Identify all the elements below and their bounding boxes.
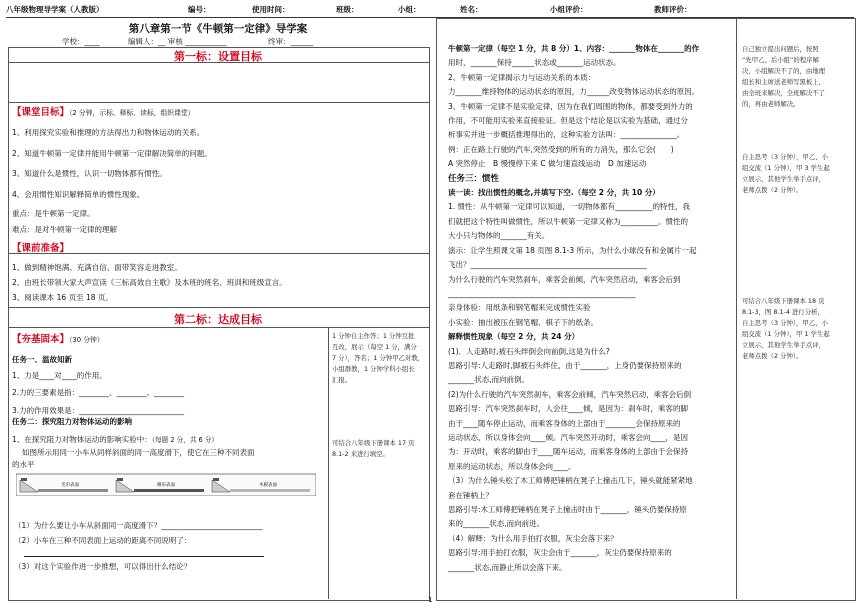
q3: 3.力的作用效果是：____________________________	[12, 406, 185, 415]
q4-line-3: 的水平	[12, 460, 35, 469]
task-2-title: 任务二：探究阻力对物体运动的影响	[12, 417, 132, 426]
meta-editor: 编辑人：__ 审核 ___________	[128, 37, 227, 46]
middle-content	[448, 42, 699, 575]
note-line: 自主思考（3 分钟），甲乙、小	[742, 319, 828, 327]
explain-a2-2: 由于____随车停止运动，而乘客身体的上部由于________会保持原来的	[448, 418, 681, 428]
left-note-1	[332, 331, 424, 386]
explain-q1: (1)．人走路时,被石头绊倒会向前倒,这是为什么?	[448, 346, 610, 356]
explain-q4: （4）解释：为什么用手拍打衣服，灰尘会落下来？	[448, 533, 618, 543]
explain-a3-1: 思路引导:木工师傅把锤柄在凳子上撞击时由于_______，锤头仍要保持原	[448, 505, 687, 514]
towel-surface	[38, 489, 108, 492]
rule	[8, 102, 429, 103]
meta-school: 学校：____	[62, 37, 100, 46]
explain-a2-1: 思路引导：汽车突然刹车时，人会往____倾，是因为：刹车时，乘客的脚	[448, 404, 688, 414]
explain-title: 解释惯性现象（每空 2 分，共 24 分）	[448, 332, 580, 342]
goal-4: 4、会用惯性知识解释简单的惯性现象。	[12, 190, 145, 199]
task-3-title: 任务三：惯性	[448, 173, 500, 184]
sub-question-2: （2）小车在三种不同表面上运动的距离不同说明了：	[14, 536, 192, 545]
explain-a2-3: 运动状态，所以身体会向____倾。汽车突然开动时，乘客会向____，是因	[448, 432, 688, 442]
prep-heading: 【课前准备】	[12, 243, 70, 254]
newton-law-line-1: 牛顿第一定律（每空 1 分，共 8 分）1、内容：_______物体在_______的作	[448, 44, 700, 53]
demo-line-1: 演示：让学生照课文第 18 页图 8.1-3 所示，为什么小球没有和金属片一起	[448, 245, 697, 255]
note-line: 的，再由老师解决。	[742, 100, 800, 108]
base-note: （30 分钟）	[69, 336, 104, 344]
surface-label-2: 棉布表面	[157, 483, 175, 488]
goals-head	[12, 104, 194, 119]
doc-meta	[8, 36, 428, 47]
note-line: 可结合八年级下册课本 17 页	[332, 439, 415, 447]
note-line: 自己独立提出问题后，按照	[742, 45, 819, 53]
mini-experiment: 小实验：抽出被压在钢笔帽、棋子下的纸条。	[448, 317, 598, 327]
answer-line	[24, 556, 264, 557]
side-note-2	[742, 152, 830, 196]
surface-label-1: 毛巾表面	[61, 483, 79, 488]
cart-2	[117, 478, 123, 481]
note-line: 组交流（1 分钟），甲 3 学生起	[742, 164, 830, 172]
demo-line-3: 为什么行驶的汽车突然刹车，乘客会前倾，汽车突然启动，乘客会后到	[448, 274, 681, 284]
sub-question-3: （3）对这个实验作进一步推想，可以得出什么结论？	[14, 562, 192, 571]
demo-line-4: __________________________________________________	[448, 288, 636, 298]
example-question: 例：正在路上行驶的汽车,突然受到的所有的力消失，那么它会( )	[448, 144, 674, 154]
explain-a4-1: 思路引导:用手拍打衣服，灰尘会由于_______，灰尘仍要保持原来的	[448, 548, 672, 558]
newton-law-line-5: 3、牛顿第一定律不是实验定律，因为在我们周围的物体，都要受到外力的	[448, 101, 693, 111]
sub-question-1: （1）为什么要让小车从斜面同一高度滑下？___________________________	[14, 521, 263, 530]
note-line: 决，小组解决不了的，由地理	[742, 67, 826, 75]
note-line: 可结合八年级下册课本 18 页	[742, 297, 825, 305]
goal-2: 2、知道牛顿第一定律并能用牛顿第一定律解决简单的问题。	[12, 149, 212, 158]
surface-label-3: 木板表面	[259, 483, 277, 488]
q4-line-2: 如图所示用同一小车从同样斜面的同一高度滑下，使它在三种不同表面	[22, 448, 255, 457]
header-class: 班级：	[336, 5, 359, 14]
doc-title: 第八章第一节《牛顿第一定律》导学案	[128, 23, 308, 35]
note-line: 老师点拨（2 分钟）。	[742, 352, 803, 360]
note-divider	[328, 327, 329, 599]
header-teacher-eval: 教师评价：	[654, 5, 692, 14]
read-instruction: 读一读：找出惯性的概念,并填写下空.（每空 2 分，共 10 分）	[448, 188, 660, 198]
cart-3	[213, 478, 219, 481]
header-grade: 八年级物理导学案（人教版）	[6, 5, 104, 14]
section-2-title: 第二标：达成目标	[174, 313, 262, 326]
header-group: 小组：	[398, 5, 421, 14]
base-head	[12, 331, 104, 346]
cloth-surface	[134, 489, 204, 492]
newton-law-line-3: 2、牛顿第一定律揭示力与运动关系的本质：	[448, 72, 596, 82]
left-note-2	[332, 438, 415, 460]
note-line: 8.1-3，图 8.1-4 进行分析，	[742, 308, 824, 316]
note-line: 立展示，其他学生举手点评，	[742, 341, 826, 349]
note-line: 汇报。	[332, 376, 352, 384]
newton-law-line-6: 作用，不可能用实验来直接验证。但是这个结论是以实验为基础，通过分	[448, 116, 688, 126]
side-note-3	[742, 296, 830, 362]
inertia-line-3: 大小只与物体的_______有关。	[448, 231, 550, 241]
side-divider	[736, 18, 737, 599]
note-line: 老师点拨（2 分钟）。	[742, 186, 803, 194]
demo-line-2: 飞出？_______________________________________________	[448, 260, 647, 270]
note-line: 组长和主席送老师写黑板上，	[742, 78, 826, 86]
note-line: 8.1-2 来进行填空。	[332, 450, 389, 458]
goals-note: （2 分钟，示标、释标、读标，组织课堂）	[69, 109, 195, 117]
note-line: 小组群教，1 分钟学科小组长	[332, 365, 415, 373]
q4	[12, 434, 218, 446]
explain-q2: (2)为什么行驶的汽车突然刹车，乘客会前倾，汽车突然启动，乘客会后倒	[448, 389, 692, 399]
wood-surface	[230, 489, 310, 492]
explain-a4-2: _______状态,而静止所以会落下来。	[448, 562, 567, 572]
inertia-line-1: 1. 惯性：从牛顿第一定律可以知道，一切物体都有__________的特性，我	[448, 202, 691, 212]
page-header	[6, 4, 854, 16]
meta-term: 终审：______	[268, 37, 313, 46]
newton-law-line-2: 用时，_______保持______状态或_______运动状态。	[448, 58, 621, 68]
newton-law-line-7: 析事实并进一步概括推理得出的，这种实验方法叫：_______________。	[448, 130, 685, 140]
key-point: 重点：是牛顿第一定律。	[12, 209, 95, 218]
header-group-eval: 小组评价：	[550, 5, 588, 14]
goal-1: 1、利用探究实验和推理的方法得出力和物体运动的关系。	[12, 128, 205, 137]
note-line: 7 分），答名；1 分钟甲乙对教，	[332, 354, 425, 362]
note-line: 自主思考（3 分钟），甲乙、小	[742, 153, 828, 161]
goals-heading: 【课堂目标】	[12, 107, 70, 118]
cart-1	[21, 478, 27, 481]
experience-line: 亲身体验：用纸条和钢笔帽来完成惯性实验	[448, 303, 591, 313]
side-note-1	[742, 44, 825, 110]
inertia-line-2: 们就把这个特性叫做惯性，所以牛顿第一定律又称为__________。惯性的	[448, 216, 688, 226]
prep-2: 2、由班长带领大家大声宣读《三标高效自主歌》及本班的班名、班训和班级宣言。	[12, 278, 287, 287]
note-line: 由全班来解决，全班解决不了	[742, 89, 826, 97]
task-1-title: 任务一、温故知新	[12, 355, 72, 364]
note-line: 立展示，其他学生举手点评，	[742, 175, 826, 183]
example-options: A 突然停止 B 慢慢停下来 C 做匀速直线运动 D 加速运动	[448, 159, 647, 169]
newton-law-line-4: 力_______维持物体的运动状态的原因，力______改变物体运动状态的原因。	[448, 87, 700, 97]
explain-a2-5: 原来的运动状态，所以身体会向____。	[448, 461, 576, 471]
note-line: 互改，展示（每空 1 分，满分	[332, 343, 417, 351]
q2: 2.力的三要素是指：________、________、________	[12, 388, 185, 397]
header-name: 姓名：	[460, 5, 483, 14]
q4-text: 1、在探究阻力对物体运动的影响实验中：	[12, 435, 152, 444]
page-number: 1	[428, 596, 433, 604]
explain-a1-1: 思路引导:人走路时,脚被石头绊住，由于_______，上身仍要保持原来的	[448, 360, 682, 370]
rule	[8, 327, 429, 328]
prep-3: 3、阅读课本 16 页至 18 页。	[12, 293, 113, 302]
explain-a1-2: _______状态,而向前倒。	[448, 375, 530, 385]
note-line: 组交流（1 分钟），甲 1 学生起	[742, 330, 830, 338]
note-line: “先甲乙、后小组”的程序解	[742, 56, 819, 64]
q4-note: （每题 2 分，共 6 分）	[151, 436, 219, 444]
section-1-title: 第一标：设置目标	[174, 50, 262, 63]
header-time: 使用时间：	[252, 5, 290, 14]
difficult-point: 难点：是对牛顿第一定律的理解	[12, 225, 117, 234]
goal-3: 3、知道什么是惯性，认识一切物体都有惯性。	[12, 169, 167, 178]
base-heading: 【夯基固本】	[12, 334, 70, 345]
note-line: 1 分钟自主作答；1 分钟互批	[332, 332, 415, 340]
explain-a2-4: 为：开动时，乘客的脚由于____随车运动，而乘客身体的上部由于会保持	[448, 447, 688, 457]
prep-1: 1、做到精神饱满、充满自信、面带笑容走进教室。	[12, 263, 182, 272]
header-no: 编号：	[188, 5, 211, 14]
explain-q3-2: 套在锤柄上？	[448, 490, 493, 500]
experiment-figure	[16, 470, 316, 496]
rule	[8, 253, 429, 254]
rule	[8, 307, 429, 308]
q1: 1、力是____对____的作用。	[12, 371, 107, 380]
explain-q3-1: （3）为什么锤头松了木工师傅把锤柄在凳子上撞击几下，锤头就能紧紧地	[448, 476, 693, 486]
explain-a3-2: 来的_______状态,而向前进。	[448, 519, 545, 529]
